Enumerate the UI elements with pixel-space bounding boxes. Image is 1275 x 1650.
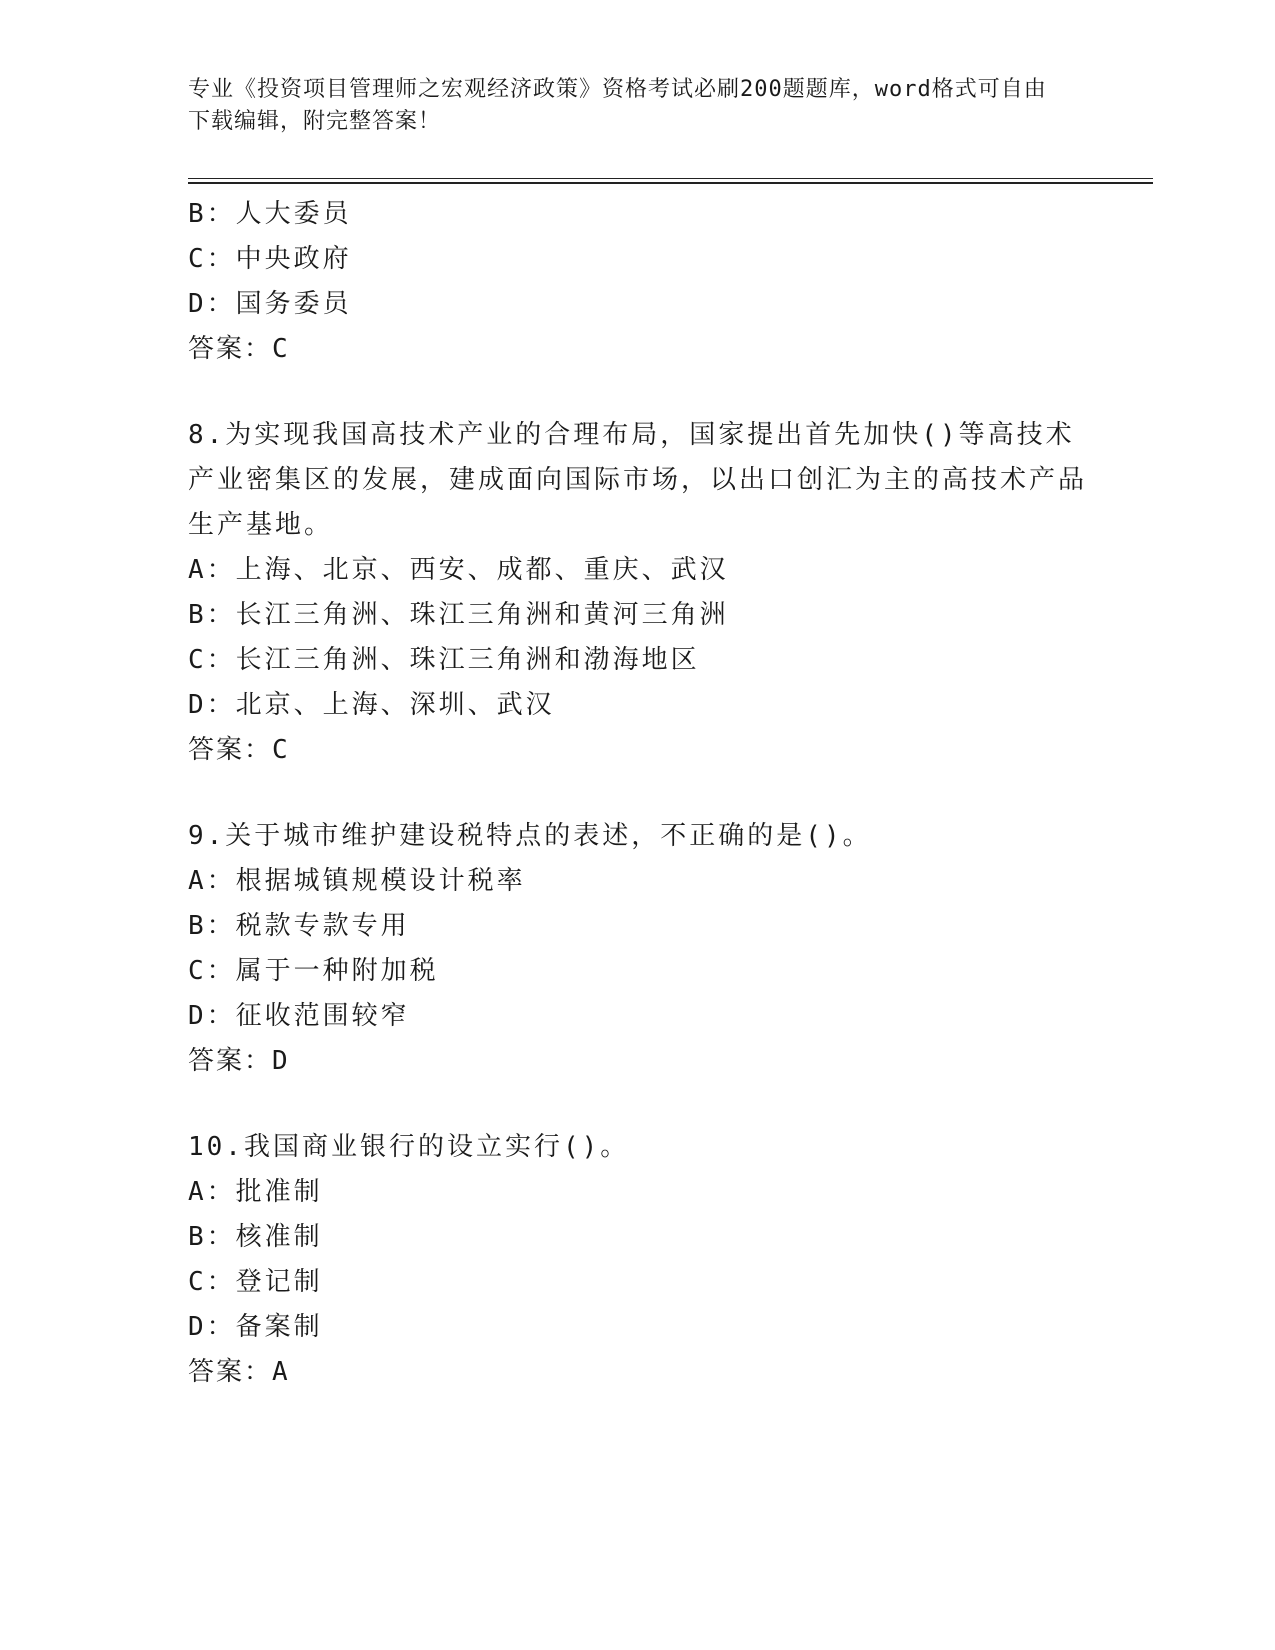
q10-stem: 10.我国商业银行的设立实行()。 (188, 1132, 630, 1162)
q10-option-b: B：核准制 (188, 1222, 323, 1252)
q9-answer: 答案：D (188, 1046, 290, 1076)
q8-answer: 答案：C (188, 735, 290, 765)
q10-option-c: C：登记制 (188, 1267, 323, 1297)
q9-option-c: C：属于一种附加税 (188, 956, 439, 986)
q7-answer: 答案：C (188, 334, 290, 364)
question-10 (188, 1125, 1088, 1395)
q10-answer: 答案：A (188, 1357, 290, 1387)
document-header: 专业《投资项目管理师之宏观经济政策》资格考试必刷200题题库，word格式可自由下载编辑，附完整答案！ (188, 77, 1047, 134)
q8-option-c: C：长江三角洲、珠江三角洲和渤海地区 (188, 645, 700, 675)
q8-stem: 8.为实现我国高技术产业的合理布局，国家提出首先加快()等高技术产业密集区的发展，建成面向国际市场，以出口创汇为主的高技术产品生产基地。 (188, 420, 1088, 540)
question-9 (188, 814, 1088, 1084)
q8-option-a: A：上海、北京、西安、成都、重庆、武汉 (188, 555, 729, 585)
header-rule-thin (188, 178, 1153, 179)
q7-option-b: B：人大委员 (188, 199, 352, 229)
q8-option-b: B：长江三角洲、珠江三角洲和黄河三角洲 (188, 600, 729, 630)
document-body (188, 192, 1088, 1395)
q9-option-a: A：根据城镇规模设计税率 (188, 866, 526, 896)
q10-option-a: A：批准制 (188, 1177, 323, 1207)
q9-option-d: D：征收范围较窄 (188, 1001, 410, 1031)
q10-option-d: D：备案制 (188, 1312, 323, 1342)
header-rule-thick (188, 182, 1153, 184)
question-8 (188, 413, 1088, 773)
q7-option-c: C：中央政府 (188, 244, 352, 274)
question-7-tail (188, 192, 1088, 372)
q8-option-d: D：北京、上海、深圳、武汉 (188, 690, 555, 720)
q9-option-b: B：税款专款专用 (188, 911, 410, 941)
q7-option-d: D：国务委员 (188, 289, 352, 319)
q9-stem: 9.关于城市维护建设税特点的表述，不正确的是()。 (188, 821, 872, 851)
